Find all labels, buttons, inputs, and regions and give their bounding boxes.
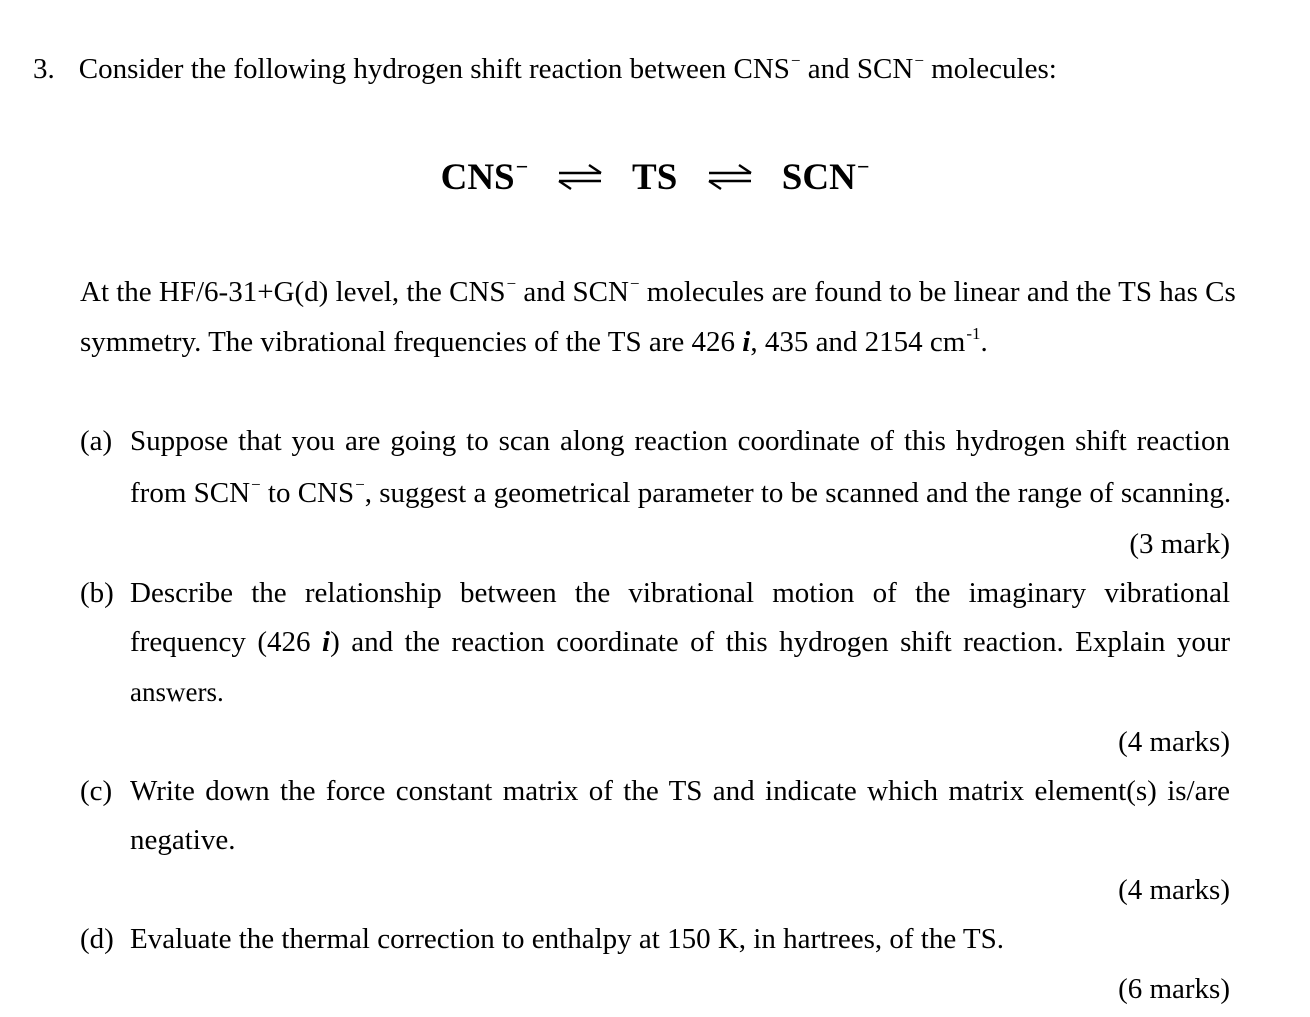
part-b-text: ) and the reaction coordinate of this hydrogen shift reaction. Explain your	[330, 626, 1230, 658]
imaginary-unit: i	[742, 326, 751, 358]
context-text: .	[980, 326, 988, 358]
context-line-2	[80, 324, 988, 364]
question-number: 3.	[33, 53, 55, 85]
equilibrium-arrow-icon	[555, 162, 605, 192]
imaginary-unit: i	[322, 626, 331, 658]
reaction-equation	[0, 156, 1310, 204]
part-b-line-3: answers.	[130, 677, 224, 707]
part-d-line-1: Evaluate the thermal correction to enthalpy at 150 K, in hartrees, of the TS.	[130, 923, 1005, 955]
context-text: symmetry. The vibrational frequencies of the TS are 426	[80, 326, 743, 358]
superscript-minus: −	[629, 274, 640, 293]
part-c-label: (c)	[80, 775, 113, 807]
part-a-label: (a)	[80, 425, 113, 457]
part-b-line-1: Describe the relationship between the vibrational motion of the imaginary vibrational	[130, 577, 1230, 609]
part-a-text: from SCN	[130, 477, 251, 509]
part-b-text: frequency (426	[130, 626, 323, 658]
superscript-minus: −	[506, 274, 517, 293]
part-a-line-1: Suppose that you are going to scan along reaction coordinate of this hydrogen shift reaction	[130, 425, 1230, 457]
question-intro-text-3: molecules:	[923, 53, 1057, 85]
superscript-minus: −	[856, 154, 870, 179]
superscript-minus: −	[790, 51, 801, 70]
part-c-line-2: negative.	[130, 824, 236, 856]
superscript-minus: −	[251, 475, 261, 494]
reactant-cns: CNS	[440, 157, 515, 198]
question-intro-text-1: Consider the following hydrogen shift reaction between CNS	[78, 53, 790, 85]
superscript-minus: −	[355, 475, 365, 494]
superscript-exponent: -1	[966, 324, 981, 343]
context-text: molecules are found to be linear and the TS has Cs	[639, 276, 1236, 308]
question-header	[33, 51, 1057, 91]
part-a-line-2	[130, 475, 1231, 515]
product-scn: SCN	[781, 157, 856, 198]
transition-state-ts: TS	[632, 157, 678, 198]
context-text: At the HF/6-31+G(d) level, the CNS	[80, 276, 506, 308]
context-text: , 435 and 2154 cm	[750, 326, 966, 358]
part-c-line-1: Write down the force constant matrix of the TS and indicate which matrix element(s) is/are	[130, 775, 1230, 807]
part-c-marks: (4 marks)	[1118, 874, 1230, 906]
superscript-minus: −	[515, 154, 529, 179]
part-a-marks: (3 mark)	[1129, 528, 1230, 560]
context-text: and SCN	[516, 276, 629, 308]
part-a-text: , suggest a geometrical parameter to be scanned and the range of scanning.	[364, 477, 1232, 509]
part-b-line-2	[130, 624, 1230, 660]
superscript-minus: −	[914, 51, 924, 70]
part-d-marks: (6 marks)	[1118, 973, 1230, 1005]
equilibrium-arrow-icon	[705, 162, 755, 192]
part-b-label: (b)	[80, 577, 114, 609]
part-b-marks: (4 marks)	[1118, 726, 1230, 758]
question-intro-text-2: and SCN	[800, 53, 914, 85]
context-line-1	[80, 274, 1236, 314]
part-d-label: (d)	[80, 923, 114, 955]
part-a-text: to CNS	[260, 477, 355, 509]
